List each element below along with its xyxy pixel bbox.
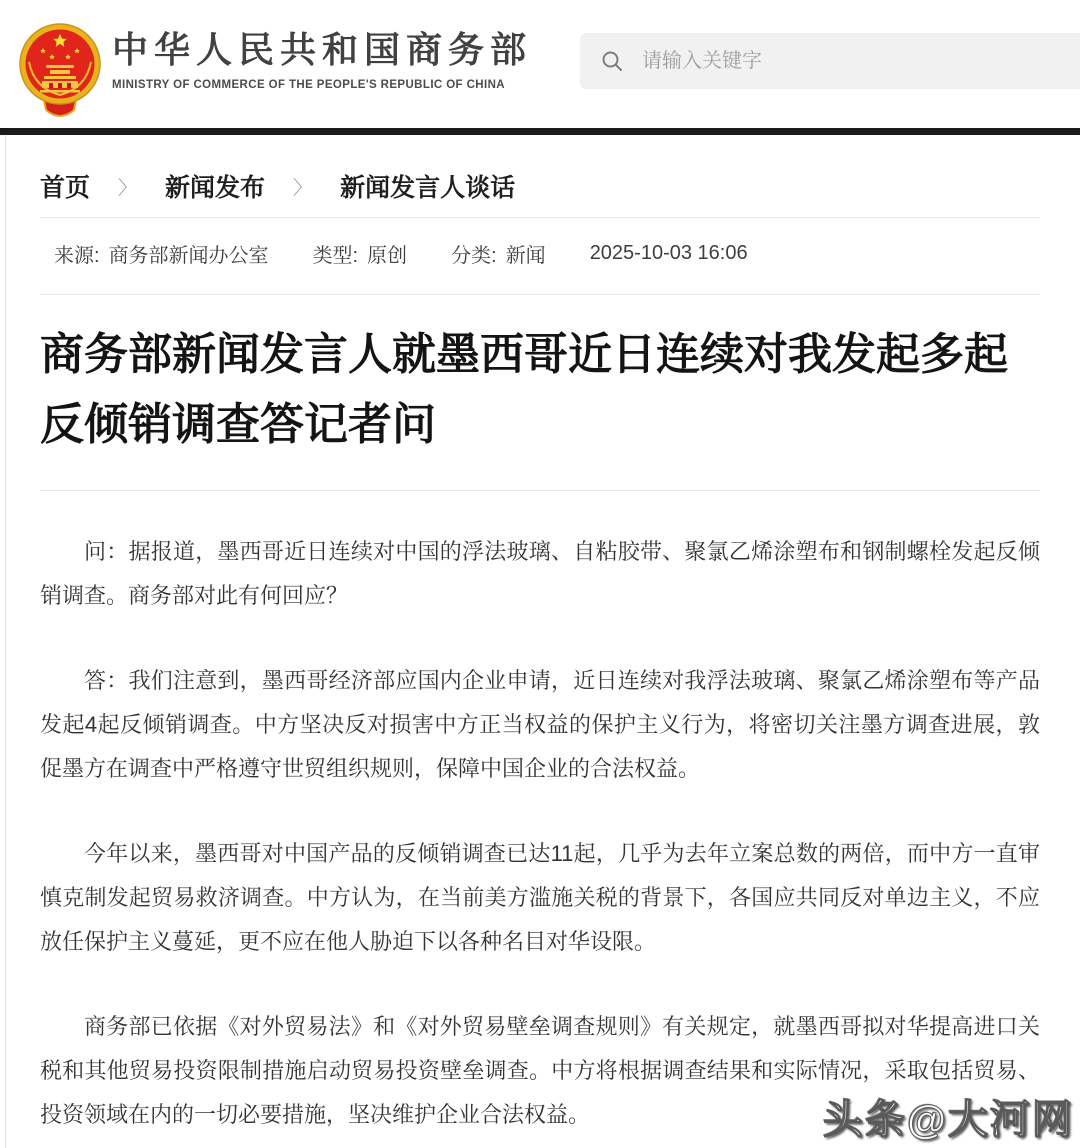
meta-category-value: 新闻 (505, 245, 546, 267)
chevron-right-icon: 〉 (293, 177, 313, 199)
search-input[interactable] (640, 49, 1080, 74)
meta-type-label: 类型: (312, 245, 359, 267)
article-title: 商务部新闻发言人就墨西哥近日连续对我发起多起反倾销调查答记者问 (40, 330, 1008, 449)
chevron-right-icon: 〉 (118, 177, 138, 199)
toutiao-watermark: 头条@大河网 (822, 1098, 1074, 1142)
meta-source-value: 商务部新闻办公室 (108, 245, 269, 267)
site-header (0, 0, 1080, 128)
article-paragraph: 商务部已依据《对外贸易法》和《对外贸易壁垒调查规则》有关规定，就墨西哥拟对华提高进口关税和其他贸易投资限制措施启动贸易投资壁垒调查。中方将根据调查结果和实际情况，采取包括贸易、投资领域在内的一切必要措施，坚决维护企业合法权益。 (40, 1014, 1040, 1127)
divider (40, 294, 1040, 295)
meta-source (54, 239, 269, 268)
article-paragraph: 今年以来，墨西哥对中国产品的反倾销调查已达11起，几乎为去年立案总数的两倍，而中方一直审慎克制发起贸易救济调查。中方认为，在当前美方滥施关税的背景下，各国应共同反对单边主义，不应放任保护主义蔓延，更不应在他人胁迫下以各种名目对华设限。 (40, 841, 1040, 954)
site-subtitle: MINISTRY OF COMMERCE OF THE PEOPLE'S REPUBLIC OF CHINA (112, 79, 505, 91)
breadcrumb-spokesperson-remarks[interactable]: 新闻发言人谈话 (340, 174, 516, 202)
article-paragraph: 答：我们注意到，墨西哥经济部应国内企业申请，近日连续对我浮法玻璃、聚氯乙烯涂塑布等产品发起4起反倾销调查。中方坚决反对损害中方正当权益的保护主义行为，将密切关注墨方调查进展，敦促墨方在调查中严格遵守世贸组织规则，保障中国企业的合法权益。 (40, 668, 1040, 781)
breadcrumb-home[interactable]: 首页 (40, 174, 91, 202)
header-divider-bar (0, 128, 1080, 135)
meta-category-label: 分类: (451, 245, 497, 267)
site-title: 中华人民共和国商务部 (112, 29, 533, 70)
article-meta (40, 218, 1040, 294)
meta-type-value: 原创 (367, 245, 408, 267)
article-paragraph: 问：据报道，墨西哥近日连续对中国的浮法玻璃、自粘胶带、聚氯乙烯涂塑布和钢制螺栓发起反倾销调查。商务部对此有何回应？ (40, 539, 1040, 608)
breadcrumb-news-release[interactable]: 新闻发布 (165, 174, 266, 202)
meta-type (313, 239, 408, 268)
search-icon (600, 49, 624, 73)
china-national-emblem-icon (16, 22, 104, 122)
brand-block (112, 30, 532, 91)
divider (40, 490, 1040, 491)
search-box[interactable] (580, 33, 1080, 89)
main-content (5, 135, 1080, 1148)
meta-datetime: 2025-10-03 16:06 (589, 242, 748, 264)
article-body (40, 530, 1040, 1137)
breadcrumb (40, 135, 1040, 204)
meta-source-label: 来源: (54, 245, 100, 267)
meta-category (451, 239, 546, 268)
